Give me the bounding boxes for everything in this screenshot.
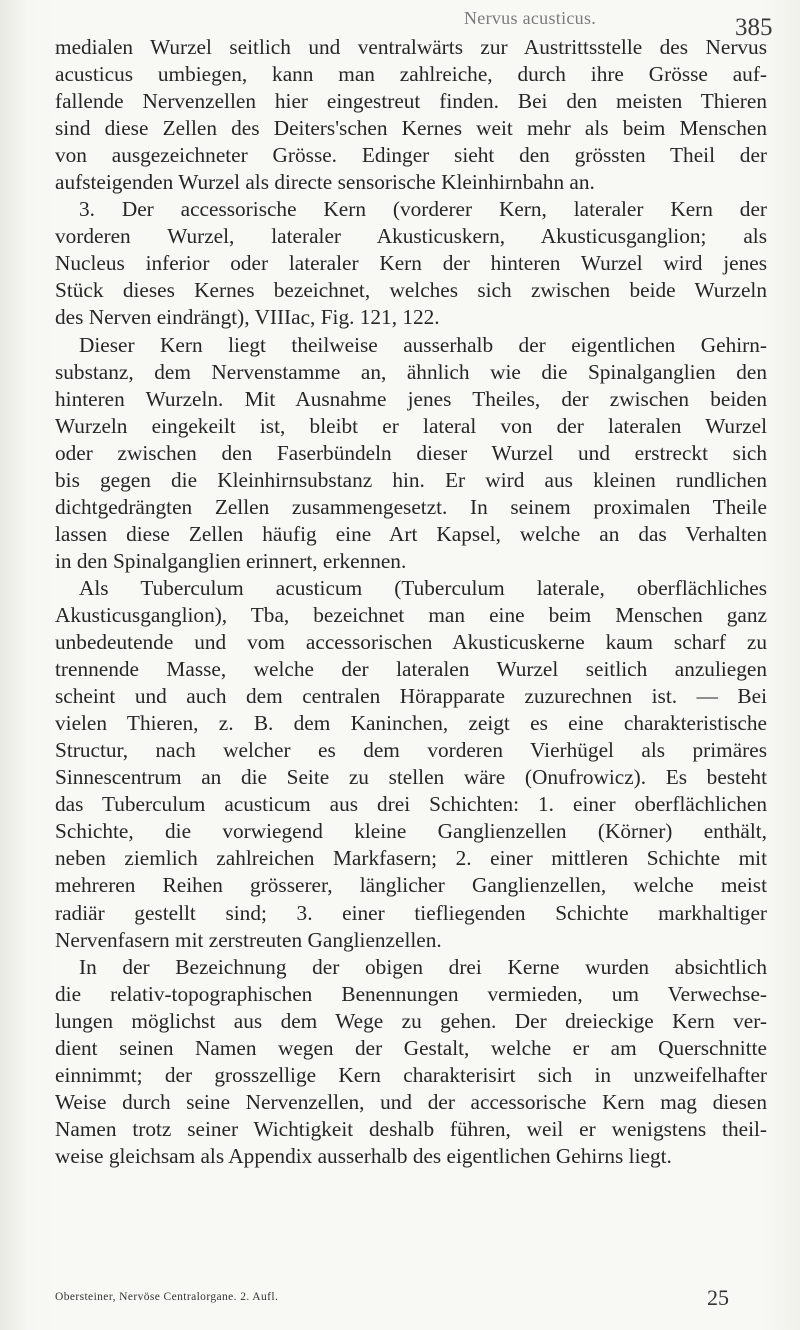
page-footer	[55, 1287, 767, 1311]
text-line: Wurzeln eingekeilt ist, bleibt er lateral von der lateralen Wurzel	[55, 413, 767, 438]
text-line: scheint und auch dem centralen Hörapparate zuzurechnen ist. — Bei	[55, 684, 767, 709]
text-line: medialen Wurzel seitlich und ventralwärts zur Austrittsstelle des Nervus	[55, 35, 767, 59]
text-line: Namen trotz seiner Wichtigkeit deshalb führen, weil er wenigstens theil-	[55, 1116, 767, 1141]
text-line: Nucleus inferior oder lateraler Kern der hinteren Wurzel wird jenes	[55, 251, 767, 276]
running-head-title: Nervus acusticus.	[464, 8, 597, 28]
text-line: in den Spinalganglien erinnert, erkennen.	[55, 548, 407, 573]
text-line: Akusticusganglion), Tba, bezeichnet man eine beim Menschen ganz	[55, 602, 767, 627]
text-line: acusticus umbiegen, kann man zahlreiche, durch ihre Grösse auf-	[55, 62, 767, 87]
paragraph-start-line: Als Tuberculum acusticum (Tuberculum laterale, oberflächliches	[79, 575, 767, 600]
paragraph-start-line: Dieser Kern liegt theilweise ausserhalb der eigentlichen Gehirn-	[79, 332, 767, 357]
text-line: radiär gestellt sind; 3. einer tiefliegenden Schichte markhaltiger	[55, 900, 767, 925]
text-line: Stück dieses Kernes bezeichnet, welches sich zwischen beide Wurzeln	[55, 278, 767, 303]
text-line: aufsteigenden Wurzel als directe sensorische Kleinhirnbahn an.	[55, 170, 595, 195]
text-line: substanz, dem Nervenstamme an, ähnlich wie die Spinalganglien den	[55, 359, 767, 384]
text-line: Weise durch seine Nervenzellen, und der accessorische Kern mag diesen	[55, 1089, 767, 1114]
text-line: fallende Nervenzellen hier eingestreut finden. Bei den meisten Thieren	[55, 89, 767, 114]
text-line: trennende Masse, welche der lateralen Wurzel seitlich anzuliegen	[55, 657, 767, 682]
body-text	[55, 34, 767, 1170]
text-line: hinteren Wurzeln. Mit Ausnahme jenes Theiles, der zwischen beiden	[55, 386, 767, 411]
text-line: weise gleichsam als Appendix ausserhalb des eigentlichen Gehirns liegt.	[55, 1143, 672, 1168]
text-line: mehreren Reihen grösserer, länglicher Ganglienzellen, welche meist	[55, 873, 767, 898]
page-number: 385	[735, 14, 773, 41]
text-line: die relativ-topographischen Benennungen vermieden, um Verwechse-	[55, 981, 767, 1006]
text-line: Schichte, die vorwiegend kleine Ganglienzellen (Körner) enthält,	[55, 819, 767, 844]
text-line: neben ziemlich zahlreichen Markfasern; 2. einer mittleren Schichte mit	[55, 846, 767, 871]
text-line: lassen diese Zellen häufig eine Art Kapsel, welche an das Verhalten	[55, 521, 767, 546]
text-line: bis gegen die Kleinhirnsubstanz hin. Er wird aus kleinen rundlichen	[55, 467, 767, 492]
text-line: vorderen Wurzel, lateraler Akusticuskern, Akusticusganglion; als	[55, 224, 767, 249]
signature-mark: 25	[707, 1285, 729, 1310]
text-line: sind diese Zellen des Deiters'schen Kernes weit mehr als beim Menschen	[55, 116, 767, 141]
text-line: Nervenfasern mit zerstreuten Ganglienzellen.	[55, 927, 442, 952]
paragraph-start-line: In der Bezeichnung der obigen drei Kerne wurden absichtlich	[79, 954, 767, 979]
footer-note: Obersteiner, Nervöse Centralorgane. 2. Aufl.	[55, 1291, 279, 1303]
text-line: einnimmt; der grosszellige Kern charakterisirt sich in unzweifelhafter	[55, 1062, 767, 1087]
text-line: des Nerven eindrängt), VIIIac, Fig. 121, 122.	[55, 305, 440, 330]
text-line: Sinnescentrum an die Seite zu stellen wäre (Onufrowicz). Es besteht	[55, 765, 767, 790]
text-line: Structur, nach welcher es dem vorderen Vierhügel als primäres	[55, 738, 767, 763]
text-line: vielen Thieren, z. B. dem Kaninchen, zeigt es eine charakteristische	[55, 711, 767, 736]
text-line: das Tuberculum acusticum aus drei Schichten: 1. einer oberflächlichen	[55, 792, 767, 817]
text-line: dient seinen Namen wegen der Gestalt, welche er am Querschnitte	[55, 1035, 767, 1060]
section-heading-line: 3. Der accessorische Kern (vorderer Kern, lateraler Kern der	[79, 197, 767, 222]
text-line: dichtgedrängten Zellen zusammengesetzt. In seinem proximalen Theile	[55, 494, 767, 519]
text-line: unbedeutende und vom accessorischen Akusticuskerne kaum scharf zu	[55, 630, 767, 655]
text-line: lungen möglichst aus dem Wege zu gehen. Der dreieckige Kern ver-	[55, 1008, 767, 1033]
text-line: von ausgezeichneter Grösse. Edinger sieht den grössten Theil der	[55, 143, 767, 168]
text-line: oder zwischen den Faserbündeln dieser Wurzel und erstreckt sich	[55, 440, 767, 465]
